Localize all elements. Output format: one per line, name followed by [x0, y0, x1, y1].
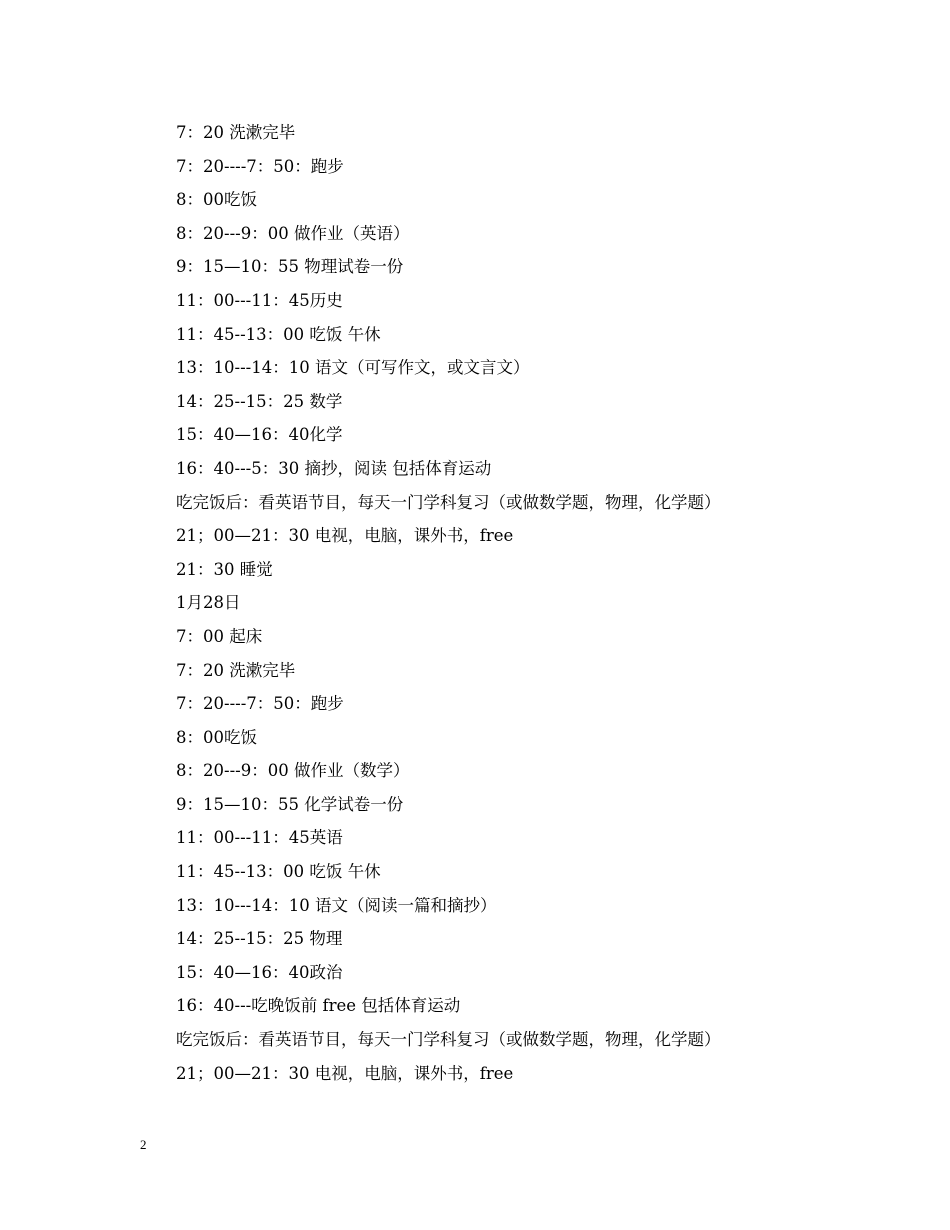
schedule-text-block	[176, 116, 876, 1090]
text-line: 11：00---11：45历史	[176, 290, 343, 310]
text-line: 7：20 洗漱完毕	[176, 123, 296, 142]
text-line: 吃完饭后：看英语节目，每天一门学科复习（或做数学题，物理，化学题）	[176, 492, 721, 512]
text-line: 21；00—21：30 电视，电脑，课外书，free	[176, 526, 514, 546]
text-line: 15：40—16：40化学	[176, 425, 343, 445]
text-line: 13：10---14：10 语文（阅读一篇和摘抄）	[176, 895, 497, 915]
text-line: 7：20 洗漱完毕	[176, 660, 296, 680]
text-line: 9：15—10：55 物理试卷一份	[176, 257, 404, 277]
text-line: 8：20---9：00 做作业（数学）	[176, 761, 410, 781]
text-line: 8：20---9：00 做作业（英语）	[176, 223, 410, 243]
text-line: 16：40---吃晚饭前 free 包括体育运动	[176, 996, 461, 1016]
text-line: 8：00吃饭	[176, 727, 257, 747]
date-heading: 1月28日	[176, 593, 241, 613]
text-line: 14：25--15：25 物理	[176, 929, 343, 949]
text-line: 吃完饭后：看英语节目，每天一门学科复习（或做数学题，物理，化学题）	[176, 1030, 721, 1050]
text-line: 9：15—10：55 化学试卷一份	[176, 794, 404, 814]
text-line: 15：40—16：40政治	[176, 962, 343, 982]
text-line: 7：20----7：50：跑步	[176, 156, 344, 176]
text-line: 21；00—21：30 电视，电脑，课外书，free	[176, 1063, 514, 1083]
text-line: 11：45--13：00 吃饭 午休	[176, 862, 381, 882]
text-line: 16：40---5：30 摘抄，阅读 包括体育运动	[176, 458, 492, 478]
text-line: 8：00吃饭	[176, 190, 257, 210]
text-line: 11：00---11：45英语	[176, 828, 343, 848]
text-line: 13：10---14：10 语文（可写作文，或文言文）	[176, 358, 530, 378]
text-line: 7：20----7：50：跑步	[176, 694, 344, 714]
text-line: 7：00 起床	[176, 626, 263, 646]
page-number: 2	[140, 1137, 147, 1152]
text-line: 21：30 睡觉	[176, 559, 273, 579]
text-line: 11：45--13：00 吃饭 午休	[176, 324, 381, 344]
text-line: 14：25--15：25 数学	[176, 391, 343, 411]
